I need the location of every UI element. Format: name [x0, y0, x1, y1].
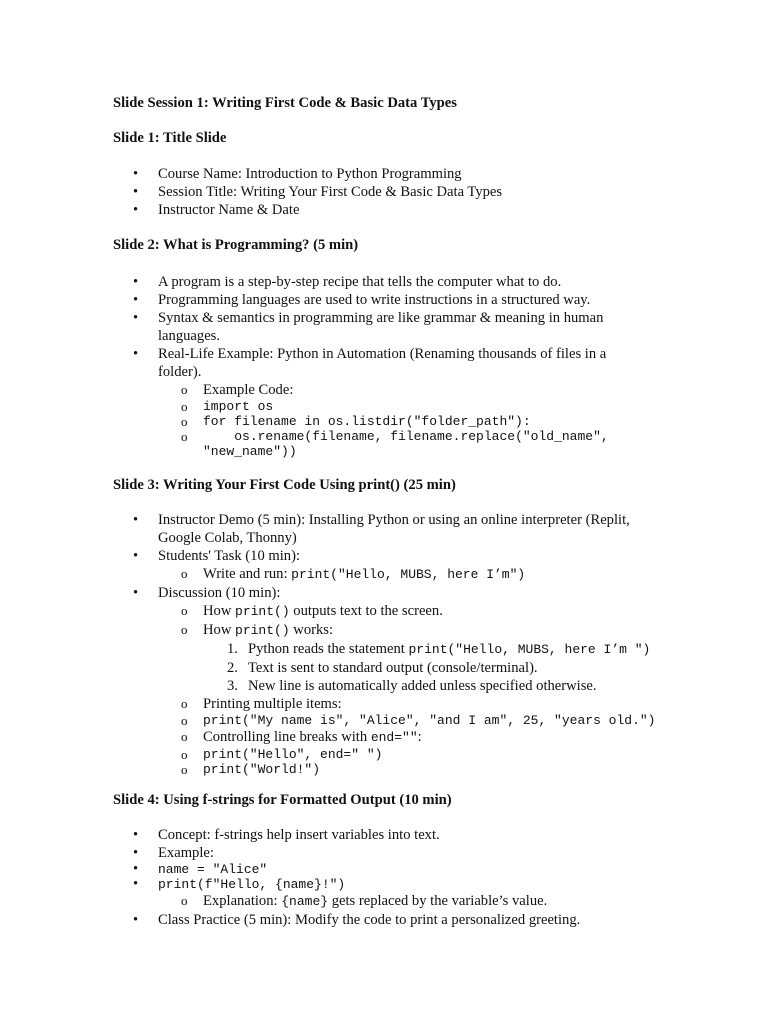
list-item: [0, 862, 658, 877]
slide2-heading: Slide 2: What is Programming? (5 min): [113, 237, 359, 253]
code-line: print("My name is", "Alice", "and I am", 25, "years old."): [203, 713, 656, 728]
list-item: • Example:: [0, 844, 658, 862]
list-item: [158, 728, 658, 747]
step-number: 2.: [227, 660, 238, 676]
list-item: [158, 414, 628, 429]
code-line: os.rename(filename, filename.replace("old_name", "new_name")): [203, 429, 617, 459]
code-inline: end="": [370, 730, 418, 745]
list-item: [0, 584, 658, 777]
step-number: 3.: [227, 678, 238, 694]
slide4-sublist: [158, 892, 658, 911]
document-title: Slide Session 1: Writing First Code & Basic Data Types: [113, 95, 457, 111]
text: Controlling line breaks with: [203, 729, 371, 745]
list-item: • Instructor Demo (5 min): Installing Python or using an online interpreter (Replit, Google Colab, Thonny): [0, 511, 658, 547]
list-item: • Instructor Name & Date: [0, 201, 658, 219]
code-line: print("Hello", end=" "): [203, 747, 383, 762]
list-item: • Session Title: Writing Your First Code & Basic Data Types: [0, 183, 658, 201]
step-item: [203, 640, 658, 659]
slide1-list: [0, 165, 768, 219]
text: New line is automatically added unless specified otherwise.: [248, 678, 597, 694]
list-item: [158, 762, 658, 777]
steps-list: [203, 640, 658, 695]
list-item: • Programming languages are used to write instructions in a structured way.: [0, 291, 658, 309]
code-line: import os: [203, 399, 274, 414]
step-item: [203, 659, 658, 677]
list-item-text: Students' Task (10 min):: [158, 548, 301, 564]
code-inline: print(): [235, 604, 290, 619]
slide4-heading: Slide 4: Using f-strings for Formatted Output (10 min): [113, 792, 452, 808]
code-line: for filename in os.listdir("folder_path"):: [203, 414, 531, 429]
text: How: [203, 622, 236, 638]
text: Explanation:: [203, 893, 282, 909]
text: gets replaced by the variable’s value.: [328, 893, 548, 909]
code-inline: print("Hello, MUBS, here I’m "): [408, 642, 651, 657]
list-item: • A program is a step-by-step recipe that tells the computer what to do.: [0, 273, 658, 291]
list-item: • Class Practice (5 min): Modify the code to print a personalized greeting.: [0, 911, 658, 929]
list-item-text: Real-Life Example: Python in Automation (Renaming thousands of files in a folder).: [158, 346, 607, 380]
slide3-task-sublist: [158, 565, 658, 584]
list-item: • Course Name: Introduction to Python Programming: [0, 165, 658, 183]
text: Write and run:: [203, 566, 292, 582]
slide3-discussion-sublist: [158, 602, 658, 777]
text: Python reads the statement: [248, 641, 409, 657]
list-item: [158, 621, 658, 695]
list-item: • Concept: f-strings help insert variables into text.: [0, 826, 658, 844]
list-item: [0, 877, 658, 911]
slide3-heading: Slide 3: Writing Your First Code Using print() (25 min): [113, 477, 456, 493]
slide2-list: [0, 273, 768, 459]
slide4-list: [0, 826, 768, 929]
text: outputs text to the screen.: [289, 603, 443, 619]
list-item: [158, 602, 658, 621]
code-line: name = "Alice": [158, 862, 268, 877]
code-line: print("World!"): [203, 762, 321, 777]
step-number: 1.: [227, 641, 238, 657]
code-inline: {name}: [281, 894, 329, 909]
list-item: [158, 399, 628, 414]
text: works:: [289, 622, 334, 638]
code-inline: print(): [235, 623, 290, 638]
slide2-sublist: [158, 381, 628, 459]
step-item: [203, 677, 658, 695]
code-line: print(f"Hello, {name}!"): [158, 877, 346, 892]
list-item: [158, 713, 658, 728]
slide3-list: [0, 511, 768, 777]
list-item: [158, 747, 658, 762]
text: :: [417, 729, 422, 745]
list-item-text: Discussion (10 min):: [158, 585, 281, 601]
list-item: [158, 892, 658, 911]
list-item: [0, 547, 658, 584]
text: Text is sent to standard output (console/terminal).: [248, 660, 538, 676]
list-item: o Printing multiple items:: [158, 695, 658, 713]
slide1-heading: Slide 1: Title Slide: [113, 130, 227, 146]
list-item: • Syntax & semantics in programming are like grammar & meaning in human languages.: [0, 309, 628, 345]
list-item: [158, 565, 658, 584]
list-item: [0, 345, 628, 459]
code-inline: print("Hello, MUBS, here I’m"): [291, 567, 526, 582]
list-item: o Example Code:: [158, 381, 628, 399]
text: How: [203, 603, 236, 619]
list-item: [158, 429, 628, 459]
